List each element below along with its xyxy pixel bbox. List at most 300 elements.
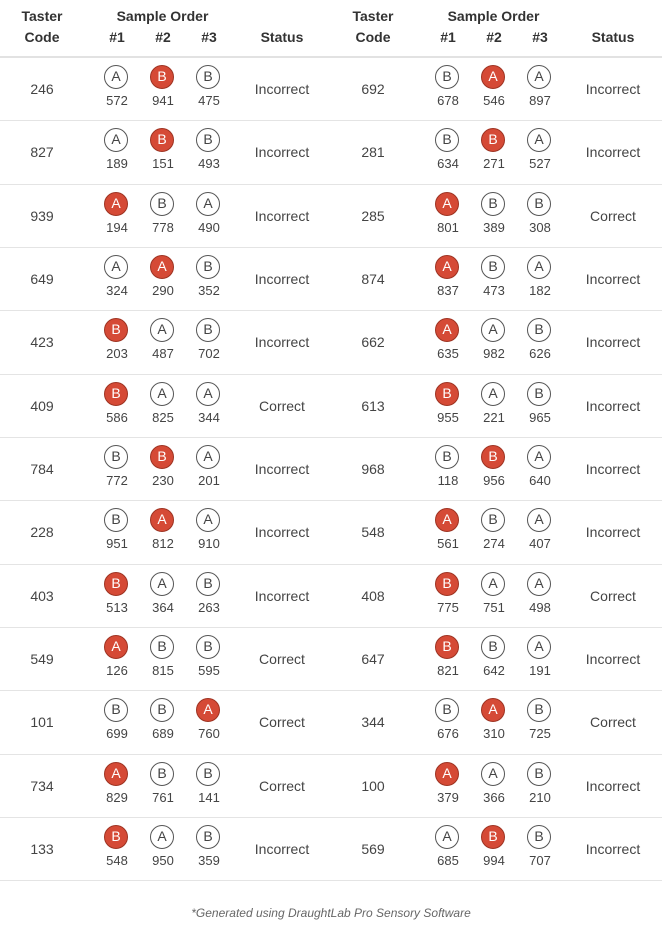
- sample-code: 595: [198, 663, 220, 679]
- selected-sample-badge: B: [104, 572, 128, 596]
- sample-2: [143, 445, 183, 495]
- sample-badge: B: [196, 318, 220, 342]
- selected-sample-badge: A: [435, 318, 459, 342]
- header-taster-code: [331, 6, 415, 48]
- sample-code: 263: [198, 599, 220, 615]
- sample-code: 821: [437, 663, 459, 679]
- selected-sample-badge: A: [435, 762, 459, 786]
- sample-badge: B: [435, 445, 459, 469]
- header-right: [331, 0, 662, 56]
- sample-badge: A: [150, 572, 174, 596]
- sample-1: [428, 382, 468, 432]
- sample-code: 772: [106, 473, 128, 489]
- header-taster-line1: Taster: [21, 8, 63, 24]
- table-row: [0, 185, 662, 248]
- sample-1: [97, 192, 137, 242]
- status-text: Incorrect: [254, 81, 310, 97]
- sample-2: [143, 698, 183, 748]
- header-sample-order: Sample Order: [116, 8, 209, 24]
- sample-badge: B: [527, 762, 551, 786]
- sample-badge: A: [527, 572, 551, 596]
- sample-3: [189, 445, 229, 495]
- header-status: Status: [260, 29, 304, 45]
- selected-sample-badge: A: [104, 192, 128, 216]
- sample-code: 955: [437, 409, 459, 425]
- header-left: [0, 0, 331, 56]
- status-text: Correct: [590, 714, 636, 731]
- sample-code: 812: [152, 536, 174, 552]
- sample-1: [97, 128, 137, 178]
- sample-1: [97, 572, 137, 622]
- sample-3: [189, 572, 229, 622]
- table-row: [0, 248, 662, 311]
- sample-code: 352: [198, 283, 220, 299]
- sample-badge: B: [481, 508, 505, 532]
- sample-1: [428, 698, 468, 748]
- status-text: Incorrect: [585, 81, 641, 97]
- status-text: Correct: [259, 777, 305, 794]
- status-text: Correct: [259, 397, 305, 414]
- sample-code: 366: [483, 789, 505, 805]
- selected-sample-badge: B: [435, 635, 459, 659]
- sample-code: 951: [106, 536, 128, 552]
- sample-code: 815: [152, 663, 174, 679]
- sample-1: [97, 762, 137, 812]
- sample-2: [474, 318, 514, 368]
- sample-2: [474, 445, 514, 495]
- sample-badge: B: [196, 762, 220, 786]
- sample-code: 126: [106, 663, 128, 679]
- selected-sample-badge: A: [435, 255, 459, 279]
- selected-sample-badge: B: [481, 128, 505, 152]
- sample-code: 191: [529, 663, 551, 679]
- sample-1: [97, 698, 137, 748]
- sample-badge: A: [196, 192, 220, 216]
- taster-code: 100: [361, 777, 385, 794]
- sample-2: [143, 192, 183, 242]
- sample-3: [189, 698, 229, 748]
- sample-1: [428, 65, 468, 115]
- sample-1: [97, 318, 137, 368]
- taster-code: 784: [30, 461, 54, 478]
- sample-code: 910: [198, 536, 220, 552]
- sample-badge: A: [481, 318, 505, 342]
- sample-3: [520, 318, 560, 368]
- sample-3: [520, 635, 560, 685]
- selected-sample-badge: A: [104, 762, 128, 786]
- sample-3: [189, 382, 229, 432]
- sample-code: 707: [529, 853, 551, 869]
- status-text: Incorrect: [585, 461, 641, 478]
- sample-code: 950: [152, 853, 174, 869]
- status-text: Incorrect: [585, 524, 641, 541]
- sample-2: [474, 635, 514, 685]
- sample-3: [520, 192, 560, 242]
- sample-badge: B: [527, 318, 551, 342]
- sample-badge: B: [435, 65, 459, 89]
- sample-code: 965: [529, 409, 551, 425]
- status-text: Incorrect: [254, 144, 310, 161]
- sample-2: [143, 825, 183, 875]
- table-row: [0, 818, 662, 881]
- taster-code: 734: [30, 777, 54, 794]
- sample-2: [474, 698, 514, 748]
- table-row: [0, 691, 662, 754]
- status-text: Incorrect: [585, 271, 641, 288]
- sample-badge: B: [435, 698, 459, 722]
- status-text: Incorrect: [254, 461, 310, 478]
- sample-badge: A: [104, 255, 128, 279]
- sample-code: 572: [106, 93, 128, 108]
- status-text: Incorrect: [254, 271, 310, 288]
- sample-badge: B: [196, 255, 220, 279]
- sample-badge: A: [150, 382, 174, 406]
- status-text: Incorrect: [585, 841, 641, 858]
- sample-code: 364: [152, 599, 174, 615]
- selected-sample-badge: B: [481, 825, 505, 849]
- sample-1: [428, 572, 468, 622]
- taster-code: 408: [361, 587, 385, 604]
- sample-1: [97, 65, 137, 115]
- selected-sample-badge: B: [104, 825, 128, 849]
- sample-code: 635: [437, 346, 459, 362]
- sample-code: 775: [437, 599, 459, 615]
- sample-2: [474, 762, 514, 812]
- sample-code: 230: [152, 473, 174, 489]
- sample-1: [428, 255, 468, 305]
- sample-code: 897: [529, 93, 551, 108]
- selected-sample-badge: B: [481, 445, 505, 469]
- sample-2: [143, 382, 183, 432]
- sample-badge: A: [481, 572, 505, 596]
- sample-badge: A: [527, 635, 551, 659]
- sample-2: [474, 382, 514, 432]
- taster-code: 939: [30, 207, 54, 224]
- sample-badge: A: [150, 318, 174, 342]
- sample-3: [520, 445, 560, 495]
- sample-3: [520, 128, 560, 178]
- taster-code: 344: [361, 714, 385, 731]
- header-taster-line1: Taster: [352, 8, 394, 24]
- sample-1: [97, 382, 137, 432]
- sample-2: [143, 128, 183, 178]
- sample-code: 118: [437, 473, 459, 489]
- sample-code: 498: [529, 599, 551, 615]
- sample-code: 689: [152, 726, 174, 742]
- sample-code: 182: [529, 283, 551, 299]
- sample-code: 982: [483, 346, 505, 362]
- selected-sample-badge: A: [435, 508, 459, 532]
- taster-code: 423: [30, 334, 54, 351]
- status-text: Correct: [259, 651, 305, 668]
- sample-1: [428, 762, 468, 812]
- sample-2: [143, 508, 183, 558]
- sample-badge: B: [481, 635, 505, 659]
- sample-code: 678: [437, 93, 459, 108]
- sample-code: 274: [483, 536, 505, 552]
- sample-3: [189, 635, 229, 685]
- sample-3: [189, 762, 229, 812]
- sample-code: 473: [483, 283, 505, 299]
- sample-2: [143, 572, 183, 622]
- taster-code: 649: [30, 271, 54, 288]
- header-col-2: #2: [155, 29, 171, 45]
- sample-code: 310: [483, 726, 505, 742]
- sample-badge: B: [150, 192, 174, 216]
- sample-code: 151: [152, 156, 174, 172]
- sample-badge: A: [527, 128, 551, 152]
- sample-code: 271: [483, 156, 505, 172]
- sample-2: [474, 825, 514, 875]
- selected-sample-badge: B: [150, 128, 174, 152]
- sample-badge: B: [435, 128, 459, 152]
- footnote: *Generated using DraughtLab Pro Sensory Software: [191, 906, 471, 920]
- header-taster-line2: Code: [355, 29, 391, 45]
- sample-2: [143, 318, 183, 368]
- sample-code: 194: [106, 219, 128, 235]
- sample-code: 634: [437, 156, 459, 172]
- sample-badge: B: [150, 635, 174, 659]
- header-col-1: #1: [109, 29, 125, 45]
- sample-code: 699: [106, 726, 128, 742]
- status-text: Incorrect: [585, 334, 641, 351]
- sample-badge: B: [527, 382, 551, 406]
- sample-code: 324: [106, 283, 128, 299]
- sample-code: 825: [152, 409, 174, 425]
- sample-3: [189, 825, 229, 875]
- sample-badge: B: [481, 192, 505, 216]
- header-status: Status: [591, 29, 635, 45]
- sample-badge: A: [104, 128, 128, 152]
- status-text: Incorrect: [254, 207, 310, 224]
- taster-code: 874: [361, 271, 385, 288]
- sample-badge: B: [150, 762, 174, 786]
- sample-code: 829: [106, 789, 128, 805]
- status-text: Incorrect: [585, 777, 641, 794]
- sample-code: 676: [437, 726, 459, 742]
- selected-sample-badge: A: [196, 698, 220, 722]
- sample-code: 626: [529, 346, 551, 362]
- sample-2: [474, 192, 514, 242]
- sample-badge: B: [481, 255, 505, 279]
- sample-badge: A: [527, 445, 551, 469]
- selected-sample-badge: A: [481, 65, 505, 89]
- taster-code: 403: [30, 587, 54, 604]
- sample-code: 994: [483, 853, 505, 869]
- sample-3: [189, 192, 229, 242]
- sample-code: 210: [529, 789, 551, 805]
- sample-code: 685: [437, 853, 459, 869]
- sample-badge: A: [481, 762, 505, 786]
- sample-code: 640: [529, 473, 551, 489]
- sample-2: [143, 65, 183, 115]
- sample-badge: A: [481, 382, 505, 406]
- sample-badge: B: [196, 128, 220, 152]
- sample-code: 290: [152, 283, 174, 299]
- status-text: Incorrect: [254, 524, 310, 541]
- sample-3: [520, 255, 560, 305]
- sample-2: [143, 255, 183, 305]
- sample-badge: A: [196, 382, 220, 406]
- table-row: [0, 58, 662, 121]
- sample-code: 956: [483, 473, 505, 489]
- sample-2: [474, 65, 514, 115]
- header-col-2: #2: [486, 29, 502, 45]
- sample-1: [97, 825, 137, 875]
- sample-3: [189, 318, 229, 368]
- sample-badge: A: [527, 255, 551, 279]
- sample-code: 189: [106, 156, 128, 172]
- sample-code: 493: [198, 156, 220, 172]
- table-row: [0, 121, 662, 184]
- sample-badge: B: [196, 825, 220, 849]
- status-text: Incorrect: [254, 334, 310, 351]
- table-row: [0, 438, 662, 501]
- selected-sample-badge: B: [435, 382, 459, 406]
- sample-badge: B: [104, 445, 128, 469]
- sample-badge: B: [527, 698, 551, 722]
- sample-code: 527: [529, 156, 551, 172]
- sample-3: [189, 128, 229, 178]
- taster-code: 548: [361, 524, 385, 541]
- status-text: Incorrect: [254, 841, 310, 858]
- taster-code: 133: [30, 841, 54, 858]
- taster-code: 968: [361, 461, 385, 478]
- taster-code: 647: [361, 651, 385, 668]
- sample-3: [520, 382, 560, 432]
- sample-code: 546: [483, 93, 505, 108]
- selected-sample-badge: B: [104, 382, 128, 406]
- sample-2: [143, 762, 183, 812]
- sample-1: [428, 445, 468, 495]
- sample-badge: B: [196, 635, 220, 659]
- status-text: Incorrect: [585, 397, 641, 414]
- sample-code: 725: [529, 726, 551, 742]
- table-row: [0, 565, 662, 628]
- status-text: Incorrect: [254, 587, 310, 604]
- sample-code: 513: [106, 599, 128, 615]
- results-table-body: [0, 58, 662, 881]
- sample-3: [520, 825, 560, 875]
- sample-3: [520, 508, 560, 558]
- sample-1: [97, 255, 137, 305]
- sample-code: 201: [198, 473, 220, 489]
- status-text: Incorrect: [585, 651, 641, 668]
- sample-code: 702: [198, 346, 220, 362]
- sample-badge: B: [104, 698, 128, 722]
- sample-code: 751: [483, 599, 505, 615]
- taster-code: 662: [361, 334, 385, 351]
- table-header: [0, 0, 662, 58]
- sample-1: [428, 508, 468, 558]
- sample-badge: A: [196, 508, 220, 532]
- selected-sample-badge: B: [435, 572, 459, 596]
- selected-sample-badge: B: [104, 318, 128, 342]
- sample-badge: A: [527, 65, 551, 89]
- sample-code: 141: [198, 789, 220, 805]
- table-row: [0, 755, 662, 818]
- sample-code: 389: [483, 219, 505, 235]
- taster-code: 228: [30, 524, 54, 541]
- sample-code: 359: [198, 853, 220, 869]
- sample-2: [474, 572, 514, 622]
- status-text: Incorrect: [585, 144, 641, 161]
- sample-code: 561: [437, 536, 459, 552]
- sample-code: 490: [198, 219, 220, 235]
- selected-sample-badge: A: [435, 192, 459, 216]
- sample-1: [428, 192, 468, 242]
- taster-code: 569: [361, 841, 385, 858]
- taster-code: 692: [361, 81, 385, 97]
- taster-code: 281: [361, 144, 385, 161]
- sample-3: [520, 762, 560, 812]
- selected-sample-badge: A: [150, 255, 174, 279]
- table-row: [0, 501, 662, 564]
- sample-1: [428, 128, 468, 178]
- sample-badge: B: [196, 65, 220, 89]
- sample-code: 203: [106, 346, 128, 362]
- taster-code: 285: [361, 207, 385, 224]
- sample-code: 760: [198, 726, 220, 742]
- sample-badge: B: [150, 698, 174, 722]
- header-col-1: #1: [440, 29, 456, 45]
- sample-code: 221: [483, 409, 505, 425]
- sample-2: [474, 508, 514, 558]
- sample-code: 778: [152, 219, 174, 235]
- table-row: [0, 628, 662, 691]
- sample-1: [97, 445, 137, 495]
- sample-code: 941: [152, 93, 174, 108]
- selected-sample-badge: B: [150, 445, 174, 469]
- sample-code: 642: [483, 663, 505, 679]
- sample-code: 407: [529, 536, 551, 552]
- sample-1: [428, 825, 468, 875]
- header-taster-code: [0, 6, 84, 48]
- sample-1: [97, 508, 137, 558]
- sample-code: 586: [106, 409, 128, 425]
- sample-badge: B: [527, 825, 551, 849]
- sample-3: [520, 572, 560, 622]
- selected-sample-badge: A: [481, 698, 505, 722]
- taster-code: 827: [30, 144, 54, 161]
- header-col-3: #3: [532, 29, 548, 45]
- sample-3: [520, 698, 560, 748]
- selected-sample-badge: A: [104, 635, 128, 659]
- selected-sample-badge: B: [150, 65, 174, 89]
- sample-3: [189, 65, 229, 115]
- sample-badge: B: [196, 572, 220, 596]
- sample-code: 475: [198, 93, 220, 108]
- sample-badge: A: [104, 65, 128, 89]
- sample-badge: A: [527, 508, 551, 532]
- sample-code: 837: [437, 283, 459, 299]
- sample-code: 801: [437, 219, 459, 235]
- sample-code: 487: [152, 346, 174, 362]
- table-row: [0, 375, 662, 438]
- sample-code: 761: [152, 789, 174, 805]
- sample-1: [97, 635, 137, 685]
- table-row: [0, 311, 662, 374]
- sample-3: [189, 255, 229, 305]
- sample-1: [428, 318, 468, 368]
- sample-1: [428, 635, 468, 685]
- sample-code: 548: [106, 853, 128, 869]
- sample-code: 379: [437, 789, 459, 805]
- sample-3: [189, 508, 229, 558]
- sample-badge: B: [527, 192, 551, 216]
- sample-badge: A: [150, 825, 174, 849]
- header-taster-line2: Code: [24, 29, 60, 45]
